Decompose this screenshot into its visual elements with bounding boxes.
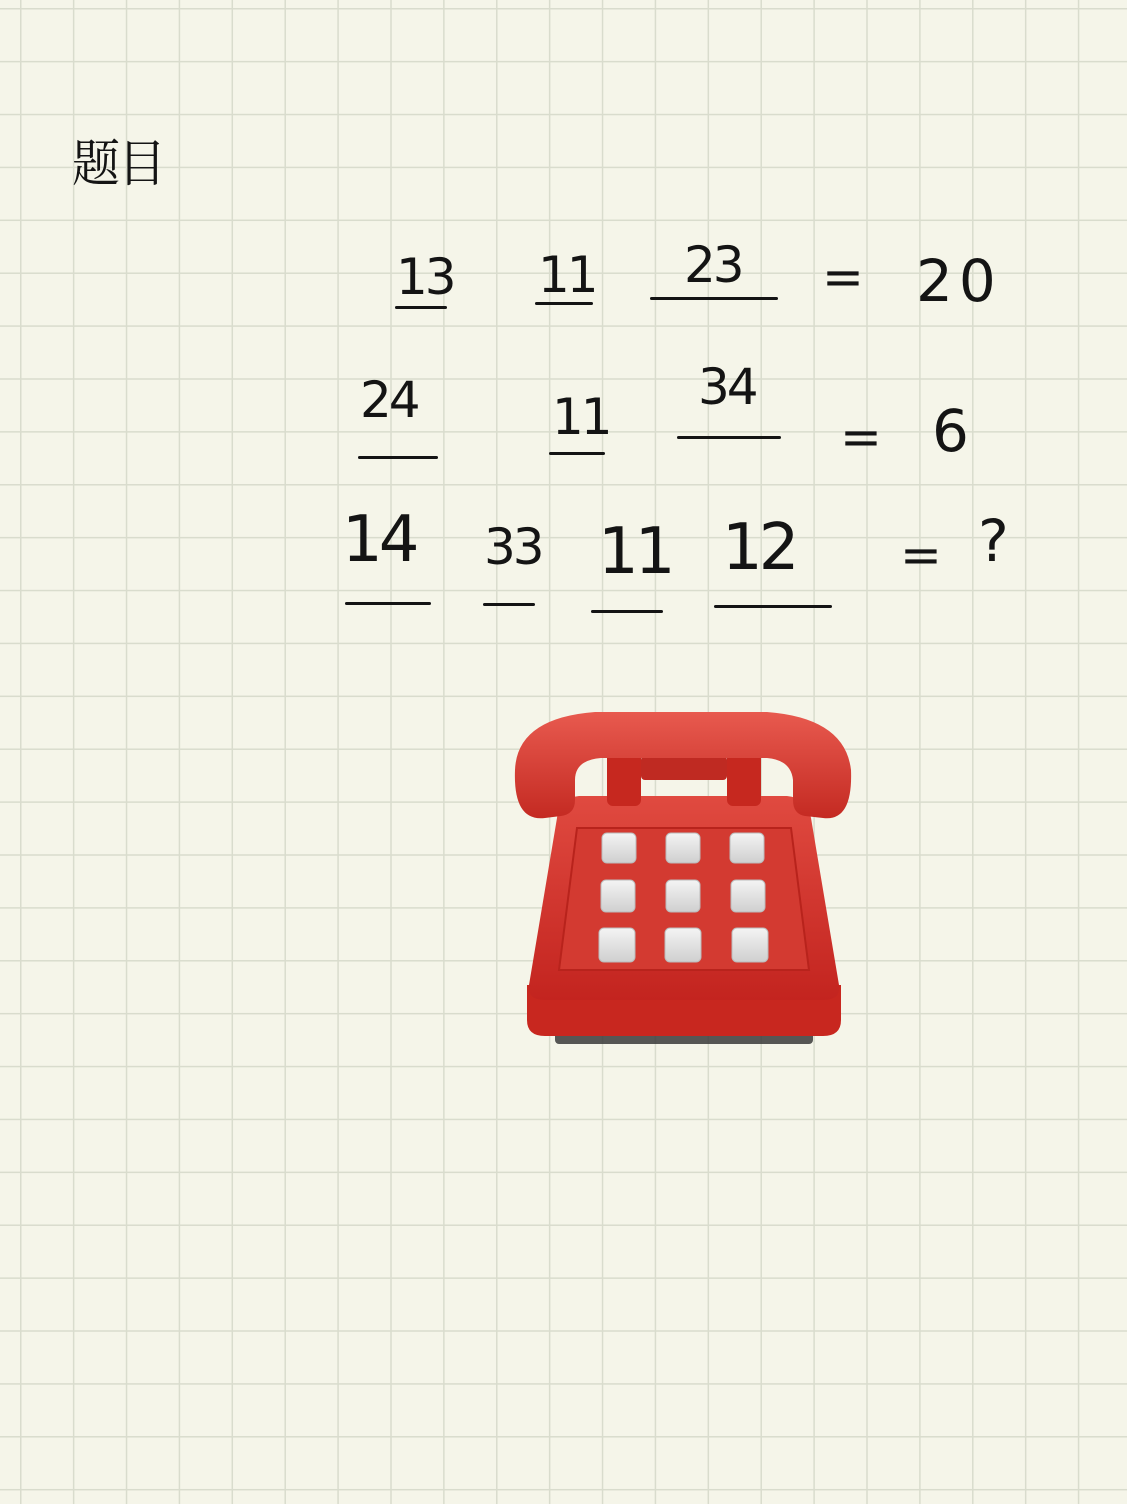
underline <box>483 603 535 606</box>
result-2: 6 <box>932 397 975 465</box>
underline <box>549 452 605 455</box>
term-2-1: 24 <box>360 371 418 429</box>
keypad <box>599 833 768 962</box>
underline <box>535 302 593 305</box>
underline <box>591 610 663 613</box>
telephone-icon <box>505 700 855 1060</box>
term-3-2: 33 <box>484 518 542 576</box>
term-1-1: 13 <box>396 248 454 306</box>
equals-sign: = <box>822 248 861 306</box>
underline <box>650 297 778 300</box>
term-1-3: 23 <box>684 236 742 294</box>
equals-sign: = <box>900 526 939 584</box>
term-2-2: 11 <box>552 388 610 446</box>
underline <box>677 436 781 439</box>
term-2-3: 34 <box>698 358 756 416</box>
underline <box>714 605 832 608</box>
term-3-4: 12 <box>722 511 796 585</box>
result-1: 20 <box>916 247 1002 315</box>
equals-sign: = <box>840 408 879 466</box>
underline <box>358 456 438 459</box>
term-3-3: 11 <box>598 515 672 589</box>
underline <box>345 602 431 605</box>
term-1-2: 11 <box>538 246 596 304</box>
term-3-1: 14 <box>342 503 416 577</box>
underline <box>395 306 447 309</box>
result-3: ? <box>978 507 1015 575</box>
page-title: 题目 <box>72 134 165 194</box>
